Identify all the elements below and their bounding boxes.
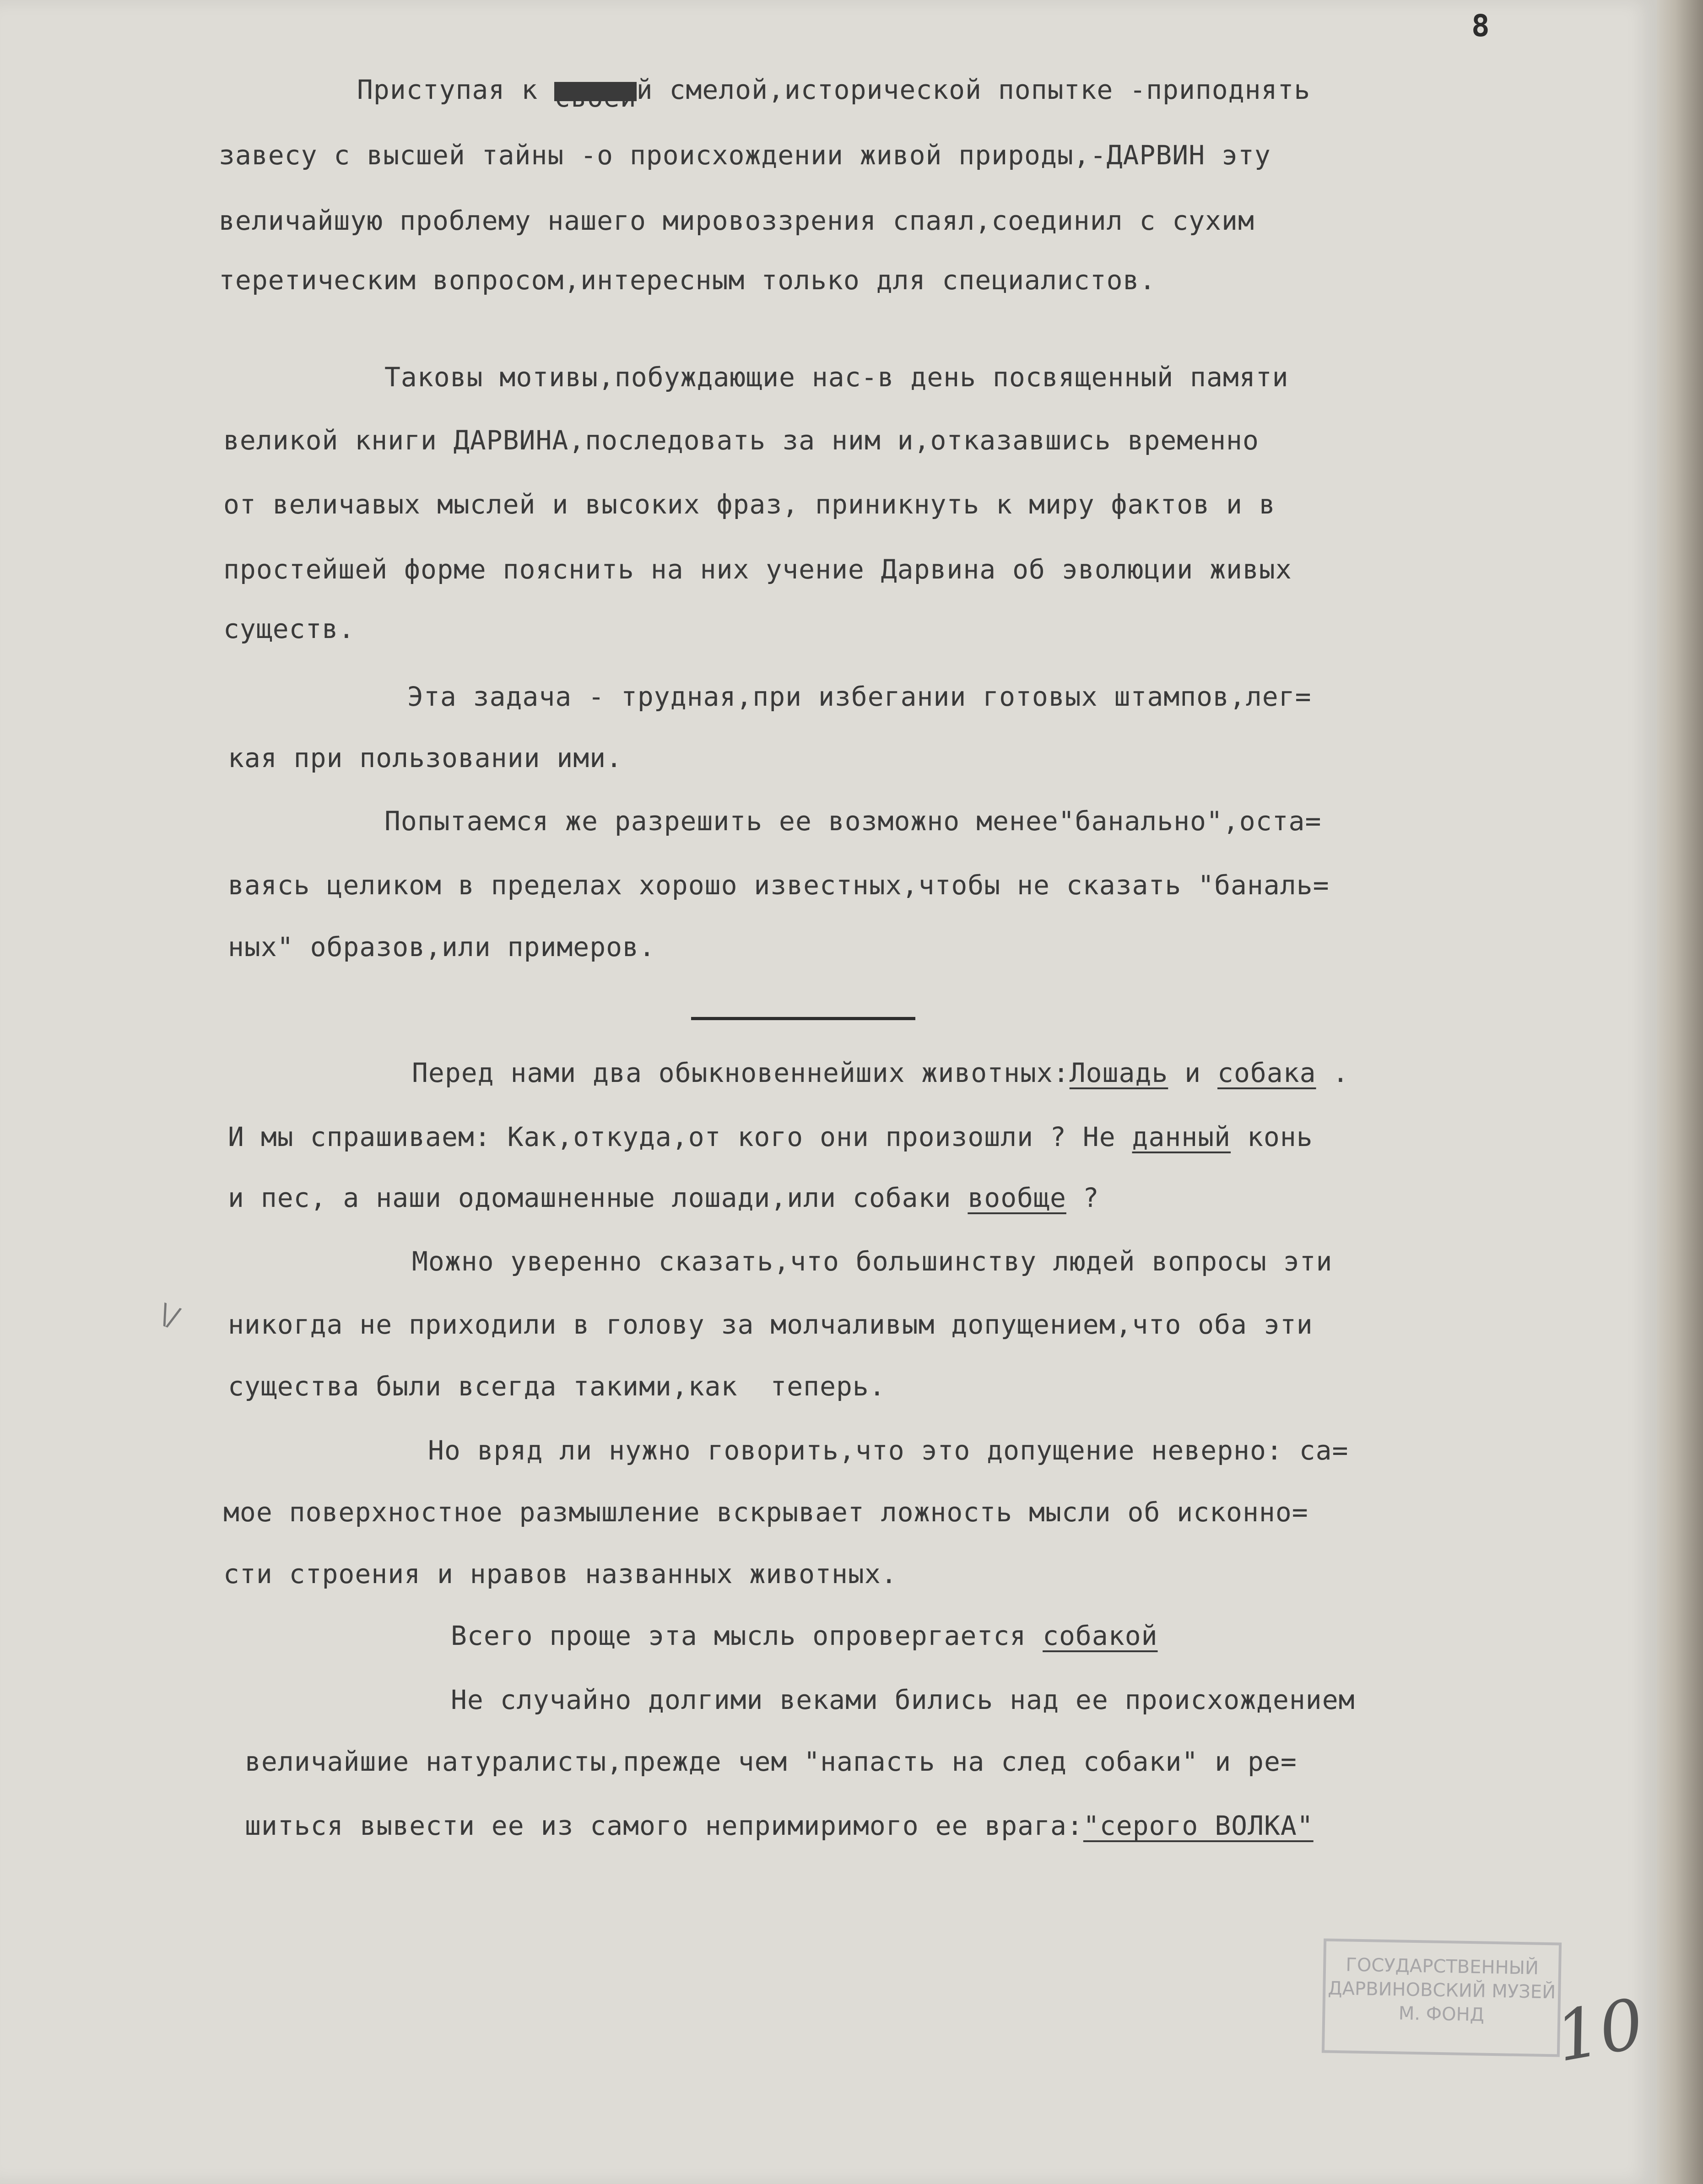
line-27-pre: шиться вывести ее из самого непримиримого ее врага:	[245, 1810, 1083, 1841]
handwritten-sheet-number: 10	[1550, 1984, 1650, 2078]
text-line-17	[228, 1182, 1099, 1213]
line-17-post: ?	[1066, 1182, 1099, 1213]
section-divider	[691, 1017, 915, 1020]
line-15-pre: Перед нами два обыкновеннейших животных:	[412, 1057, 1070, 1088]
text-line-6: великой книги ДАРВИНА,последовать за ним и,отказавшись временно	[223, 425, 1259, 456]
struck-word: своей	[554, 81, 637, 113]
line-17-pre: и пес, а наши одомашненные лошади,или собаки	[228, 1182, 968, 1213]
line-15-post: .	[1316, 1057, 1349, 1088]
text-line-19: никогда не приходили в голову за молчаливым допущением,что оба эти	[228, 1309, 1313, 1340]
text-line-2: завесу с высшей тайны -о происхождении живой природы,-ДАРВИН эту	[219, 140, 1271, 171]
text-line-4: теретическим вопросом,интересным только для специалистов.	[219, 265, 1156, 296]
underlined-grey-wolf: "серого ВОЛКА"	[1083, 1810, 1314, 1841]
text-line-25: Не случайно долгими веками бились над ее происхождением	[451, 1684, 1355, 1715]
line-16-post: конь	[1231, 1121, 1313, 1152]
page-edge	[1657, 0, 1703, 2184]
text-line-1	[357, 74, 1311, 113]
text-line-16	[228, 1121, 1313, 1152]
page-number: 8	[1471, 8, 1490, 43]
text-line-9: существ.	[223, 613, 355, 644]
margin-check-mark: \/	[155, 1297, 184, 1334]
underlined-dog: собака	[1217, 1057, 1316, 1088]
text-line-26: величайшие натуралисты,прежде чем "напасть на след собаки" и ре=	[245, 1746, 1297, 1777]
text-line-23: сти строения и нравов названных животных.	[223, 1558, 897, 1589]
text-line-18: Можно уверенно сказать,что большинству людей вопросы эти	[412, 1246, 1333, 1277]
text-line-8: простейшей форме пояснить на них учение Дарвина об эволюции живых	[223, 554, 1292, 585]
stamp-line-1: ГОСУДАРСТВЕННЫЙ	[1346, 1954, 1539, 1979]
text-line-14: ных" образов,или примеров.	[228, 931, 655, 962]
underlined-horse: Лошадь	[1069, 1057, 1168, 1088]
text-line-15	[412, 1057, 1349, 1088]
text-line-12: Попытаемся же разрешить ее возможно менее"банально",оста=	[384, 805, 1322, 837]
text-line-27	[245, 1810, 1314, 1841]
line-15-mid: и	[1168, 1057, 1218, 1088]
text-line-20: существа были всегда такими,как теперь.	[228, 1371, 886, 1402]
underlined-given: данный	[1132, 1121, 1231, 1152]
line-16-pre: И мы спрашиваем: Как,откуда,от кого они произошли ? Не	[228, 1121, 1132, 1152]
text-line-22: мое поверхностное размышление вскрывает ложность мысли об исконно=	[223, 1497, 1308, 1528]
text-line-5: Таковы мотивы,побуждающие нас-в день посвященный памяти	[384, 362, 1289, 393]
text-line-24	[451, 1620, 1158, 1651]
museum-stamp	[1322, 1938, 1562, 2057]
stamp-line-2: ДАРВИНОВСКИЙ МУЗЕЙ	[1328, 1978, 1556, 2003]
line-1-post: й смелой,исторической попытке -приподнять	[636, 74, 1311, 105]
line-24-pre: Всего проще эта мысль опровергается	[451, 1620, 1043, 1651]
text-line-7: от величавых мыслей и высоких фраз, приникнуть к миру фактов и в	[223, 489, 1276, 520]
text-line-11: кая при пользовании ими.	[228, 742, 623, 773]
line-1-pre: Приступая к	[357, 74, 555, 105]
stamp-line-3: М. ФОНД	[1398, 2003, 1485, 2026]
underlined-dog-instr: собакой	[1043, 1620, 1158, 1651]
text-line-10: Эта задача - трудная,при избегании готовых штампов,лег=	[407, 681, 1312, 712]
text-line-21: Но вряд ли нужно говорить,что это допущение неверно: са=	[428, 1435, 1349, 1466]
text-line-13: ваясь целиком в пределах хорошо известных,чтобы не сказать "баналь=	[228, 870, 1330, 901]
text-line-3: величайшую проблему нашего мировоззрения спаял,соединил с сухим	[219, 205, 1254, 236]
underlined-in-general: вообще	[968, 1182, 1066, 1213]
